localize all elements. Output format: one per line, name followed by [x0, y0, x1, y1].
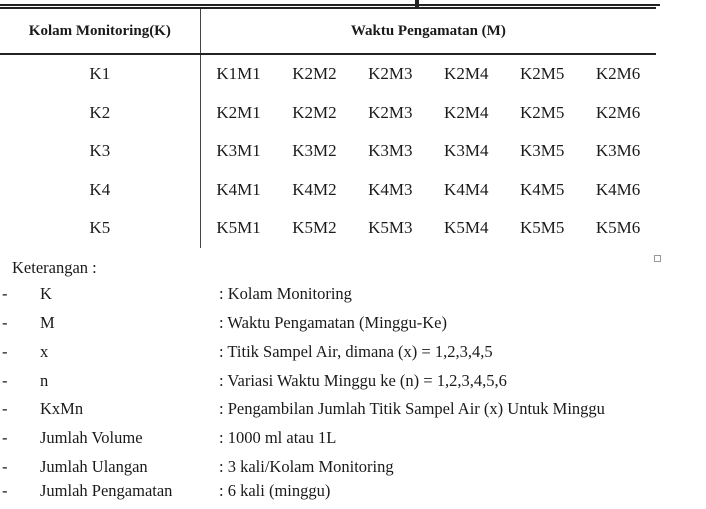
note-description: : 6 kali (minggu) — [219, 481, 331, 500]
table-cell: K3M6 — [595, 141, 641, 161]
table-cell: K2M5 — [519, 64, 565, 84]
table-cell: K5M3 — [368, 218, 413, 238]
note-description: : Pengambilan Jumlah Titik Sampel Air (x) Untuk Minggu — [219, 399, 605, 418]
table-cell: K4M5 — [519, 179, 565, 199]
table-cell: K2M1 — [216, 102, 261, 122]
table-cell: K3M3 — [368, 141, 413, 161]
table-row — [0, 209, 656, 248]
bullet: - — [2, 428, 8, 447]
table-cell: K2M3 — [368, 102, 413, 122]
header-waktu: Waktu Pengamatan (M) — [200, 8, 656, 54]
table-cell: K2M4 — [444, 102, 489, 122]
note-term: KxMn — [40, 399, 84, 418]
note-term: Jumlah Volume — [40, 428, 143, 447]
table-cell: K1M1 — [216, 64, 261, 84]
table-cell: K4M3 — [368, 179, 413, 199]
note-description: : 1000 ml atau 1L — [219, 428, 337, 447]
table-cell: K4M2 — [292, 179, 337, 199]
table-row — [0, 171, 656, 210]
table-row — [0, 132, 656, 171]
list-item — [0, 313, 706, 341]
bullet: - — [2, 399, 8, 418]
note-term: n — [40, 371, 49, 390]
table-cell: K2M5 — [519, 102, 565, 122]
bullet: - — [2, 371, 8, 390]
table-cell: K3M5 — [519, 141, 565, 161]
bullet: - — [2, 342, 8, 361]
bullet: - — [2, 457, 8, 476]
note-term: Jumlah Pengamatan — [40, 481, 173, 500]
table-cell: K3M1 — [216, 141, 261, 161]
table-header-row — [0, 8, 656, 54]
table-cell: K2M6 — [595, 64, 641, 84]
top-rule — [0, 4, 660, 6]
note-term: M — [40, 313, 55, 332]
table-cell: K2M4 — [444, 64, 489, 84]
bullet: - — [2, 481, 8, 500]
row-label: K3 — [0, 132, 200, 171]
monitoring-table — [0, 7, 656, 248]
note-description: : Titik Sampel Air, dimana (x) = 1,2,3,4,5 — [219, 342, 493, 361]
note-description: : Waktu Pengamatan (Minggu-Ke) — [219, 313, 447, 332]
table-cell: K3M2 — [292, 141, 337, 161]
list-item — [0, 371, 706, 399]
row-label: K5 — [0, 209, 200, 248]
table-cell: K5M4 — [444, 218, 489, 238]
header-kolam: Kolam Monitoring(K) — [0, 8, 200, 54]
table-cell: K2M6 — [595, 102, 641, 122]
list-item — [0, 428, 706, 456]
table-cell: K5M5 — [519, 218, 565, 238]
list-item — [0, 342, 706, 370]
list-item — [0, 481, 706, 509]
table-row — [0, 94, 656, 133]
bullet: - — [2, 284, 8, 303]
note-term: x — [40, 342, 49, 361]
note-description: : 3 kali/Kolam Monitoring — [219, 457, 394, 476]
table-resize-handle[interactable] — [654, 255, 661, 262]
row-label: K2 — [0, 94, 200, 133]
list-item — [0, 284, 706, 312]
note-term: Jumlah Ulangan — [40, 457, 148, 476]
row-label: K1 — [0, 54, 200, 94]
table-cell: K5M2 — [292, 218, 337, 238]
table-cell: K2M2 — [292, 102, 337, 122]
table-cell: K4M4 — [444, 179, 489, 199]
notes-title: Keterangan : — [12, 258, 97, 277]
table-cell: K5M6 — [595, 218, 641, 238]
table-cell: K4M6 — [595, 179, 641, 199]
bullet: - — [2, 313, 8, 332]
row-label: K4 — [0, 171, 200, 210]
list-item — [0, 399, 706, 427]
note-description: : Kolam Monitoring — [219, 284, 352, 303]
table-cell: K2M3 — [368, 64, 413, 84]
note-description: : Variasi Waktu Minggu ke (n) = 1,2,3,4,5,6 — [219, 371, 507, 390]
table-cell: K5M1 — [216, 218, 261, 238]
table-row — [0, 54, 656, 94]
table-cell: K2M2 — [292, 64, 337, 84]
table-cell: K3M4 — [444, 141, 489, 161]
table-cell: K4M1 — [216, 179, 261, 199]
note-term: K — [40, 284, 52, 303]
